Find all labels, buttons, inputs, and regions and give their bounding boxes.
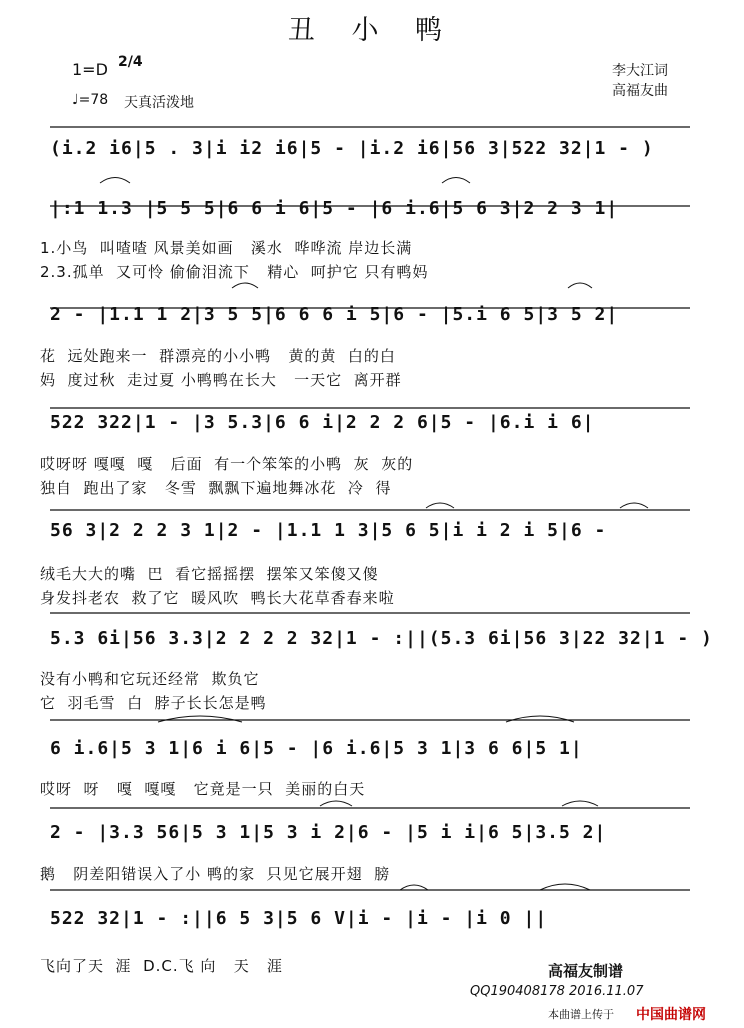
lyric-row-6-verse-1: 没有小鸭和它玩还经常 欺负它: [40, 670, 260, 688]
transcriber-credit: 高福友制谱: [548, 962, 624, 980]
brand-watermark: 中国曲谱网: [636, 1007, 706, 1023]
lyric-row-5-verse-2: 身发抖老农 救了它 暖风吹 鸭长大花草香春来啦: [40, 589, 395, 607]
qq-date-credit: QQ190408178 2016.11.07: [470, 984, 644, 999]
composer-credit: 高福友曲: [612, 83, 668, 99]
expression-marking: 天真活泼地: [124, 95, 194, 111]
notation-row-9: 522 32|1 - :||6 5 3|5 6 V|i - |i - |i 0 ||: [50, 908, 548, 929]
notation-row-7: 6 i.6|5 3 1|6 i 6|5 - |6 i.6|5 3 1|3 6 6|5 1|: [50, 738, 583, 759]
key-signature: 1=D: [72, 60, 108, 79]
notation-row-6: 5.3 6i|56 3.3|2 2 2 2 32|1 - :||(5.3 6i|56 3|22 32|1 - ): [50, 628, 713, 649]
lyric-row-3-verse-1: 花 远处跑来一 群漂亮的小小鸭 黄的黄 白的白: [40, 347, 396, 365]
notation-row-5: 56 3|2 2 2 3 1|2 - |1.1 1 3|5 6 5|i i 2 i 5|6 -: [50, 520, 607, 541]
upload-note: 本曲谱上传于: [548, 1008, 614, 1021]
lyric-row-5-verse-1: 绒毛大大的嘴 巴 看它摇摇摆 摆笨又笨傻又傻: [40, 565, 379, 583]
lyric-row-2-verse-2: 2.3.孤单 又可怜 偷偷泪流下 精心 呵护它 只有鸭妈: [40, 263, 429, 281]
notation-row-3: 2 - |1.1 1 2|3 5 5|6 6 6 i 5|6 - |5.i 6 5|3 5 2|: [50, 304, 619, 325]
lyric-row-9: 飞向了天 涯 D.C.飞 向 天 涯: [40, 957, 284, 975]
song-title: 丑 小 鸭: [287, 15, 457, 46]
lyric-row-8: 鹅 阴差阳错误入了小 鸭的家 只见它展开翅 膀: [40, 865, 391, 883]
lyric-row-2-verse-1: 1.小鸟 叫喳喳 风景美如画 溪水 哗哗流 岸边长满: [40, 239, 413, 257]
time-signature: 2/4: [118, 54, 143, 70]
notation-row-8: 2 - |3.3 56|5 3 1|5 3 i 2|6 - |5 i i|6 5|3.5 2|: [50, 822, 607, 843]
tempo-marking: ♩=78: [72, 92, 109, 108]
notation-row-4: 522 322|1 - |3 5.3|6 6 i|2 2 2 6|5 - |6.i i 6|: [50, 412, 595, 433]
lyricist-credit: 李大江词: [612, 63, 668, 79]
notation-row-1: (i.2 i6|5 . 3|i i2 i6|5 - |i.2 i6|56 3|522 32|1 - ): [50, 138, 654, 159]
lyric-row-4-verse-1: 哎呀呀 嘎嘎 嘎 后面 有一个笨笨的小鸭 灰 灰的: [40, 455, 414, 473]
lyric-row-3-verse-2: 妈 度过秋 走过夏 小鸭鸭在长大 一天它 离开群: [40, 371, 402, 389]
lyric-row-6-verse-2: 它 羽毛雪 白 脖子长长怎是鸭: [40, 694, 267, 712]
lyric-row-4-verse-2: 独自 跑出了家 冬雪 飘飘下遍地舞冰花 冷 得: [40, 479, 392, 497]
notation-row-2: |:1 1.3 |5 5 5|6 6 i 6|5 - |6 i.6|5 6 3|2 2 3 1|: [50, 198, 619, 219]
lyric-row-7: 哎呀 呀 嘎 嘎嘎 它竟是一只 美丽的白天: [40, 780, 366, 798]
